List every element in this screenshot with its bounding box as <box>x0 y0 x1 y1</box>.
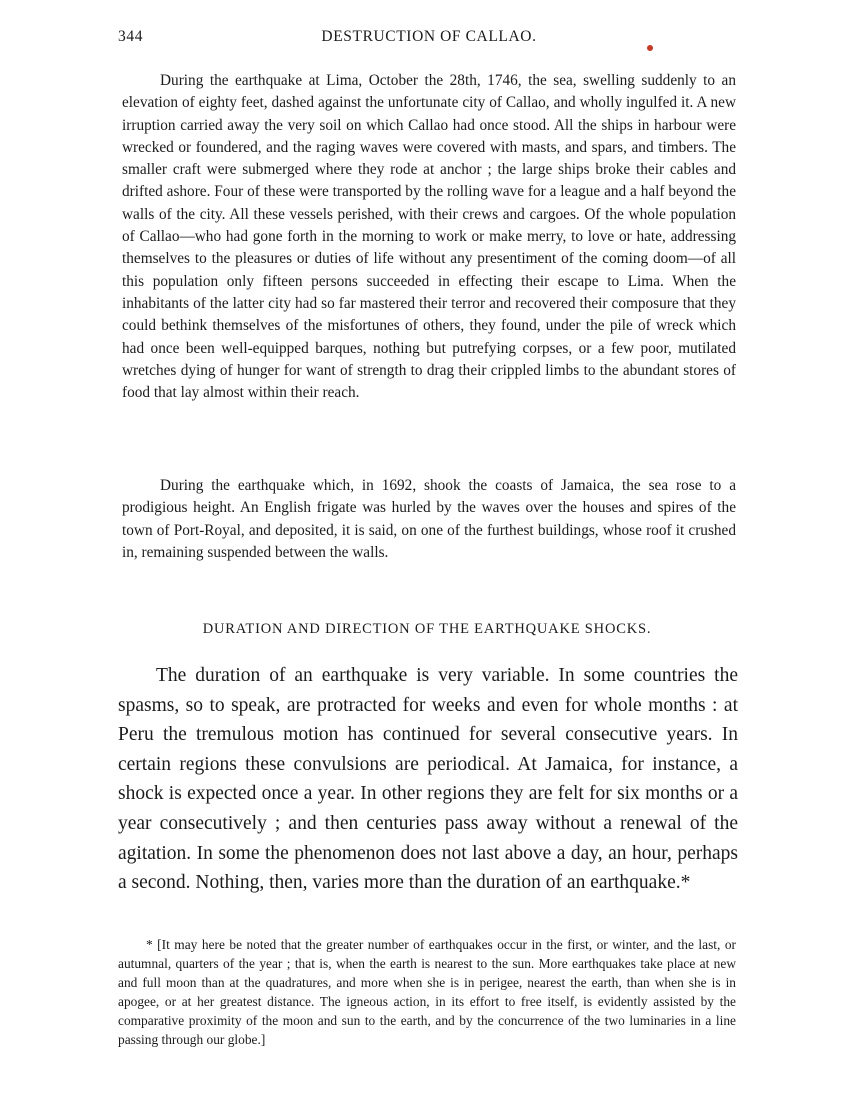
paragraph-duration: The duration of an earthquake is very variable. In some countries the spasms, so to speak, are protracted for weeks and even for whole months : at Peru the tremulous motion has continued for several consecutive years. In certain regions these convulsions are periodical. At Jamaica, for instance, a shock is expected once a year. In other regions they are felt for six months or a year consecutively ; and then centuries pass away without a renewal of the agitation. In some the phenomenon does not last above a day, an hour, perhaps a second. Nothing, then, varies more than the duration of an earthquake.* <box>118 665 738 894</box>
paragraph-jamaica: During the earthquake which, in 1692, shook the coasts of Jamaica, the sea rose to a prodigious height. An English frigate was hurled by the waves over the houses and spires of the town of Port-Royal, and deposited, it is said, on one of the furthest buildings, whose roof it crushed in, remaining suspended between the walls. <box>122 477 736 561</box>
ink-spot <box>647 45 653 51</box>
footnote-text: * [It may here be noted that the greater number of earthquakes occur in the first, or winter, and the last, or autumnal, quarters of the year ; that is, when the earth is nearest to the sun. More earthquakes take place at new and full moon than at the quadratures, and more when she is in perigee, nearest the earth, than when she is in apogee, or at her greatest distance. The igneous action, in its effort to free itself, is evidently assisted by the comparative proximity of the moon and sun to the earth, and by the concurrence of the two luminaries in a line passing through our globe.] <box>118 937 736 1047</box>
page-number: 344 <box>118 28 144 45</box>
callao-paragraph-block <box>122 70 736 404</box>
section-body <box>118 661 738 898</box>
paragraph-callao: During the earthquake at Lima, October the 28th, 1746, the sea, swelling suddenly to an elevation of eighty feet, dashed against the unfortunate city of Callao, and wholly ingulfed it. A new irruption carried away the very soil on which Callao had once stood. All the ships in harbour were wrecked or foundered, and the raging waves were covered with masts, and spars, and timbers. The smaller craft were submerged where they rode at anchor ; the large ships broke their cables and drifted ashore. Four of these were transported by the rolling wave for a league and a half beyond the walls of the city. All these vessels perished, with their crews and cargoes. Of the whole population of Callao—who had gone forth in the morning to work or make merry, to love or hate, addressing themselves to the pleasures or duties of life without any presentiment of the coming doom—of all this population only fifteen persons succeeded in effecting their escape to Lima. When the inhabitants of the latter city had so far mastered their terror and recovered their composure that they could bethink themselves of the misfortunes of others, they found, under the pile of wreck which had once been well-equipped barques, nothing but putrefying corpses, or a few poor, mutilated wretches dying of hunger for want of strength to drag their crippled limbs to the abundant stores of food that lay almost within their reach. <box>122 72 736 402</box>
running-title: DESTRUCTION OF CALLAO. <box>321 28 537 45</box>
jamaica-paragraph-block <box>122 475 736 564</box>
section-heading: DURATION AND DIRECTION OF THE EARTHQUAKE SHOCKS. <box>202 621 652 637</box>
footnote <box>118 935 736 1049</box>
